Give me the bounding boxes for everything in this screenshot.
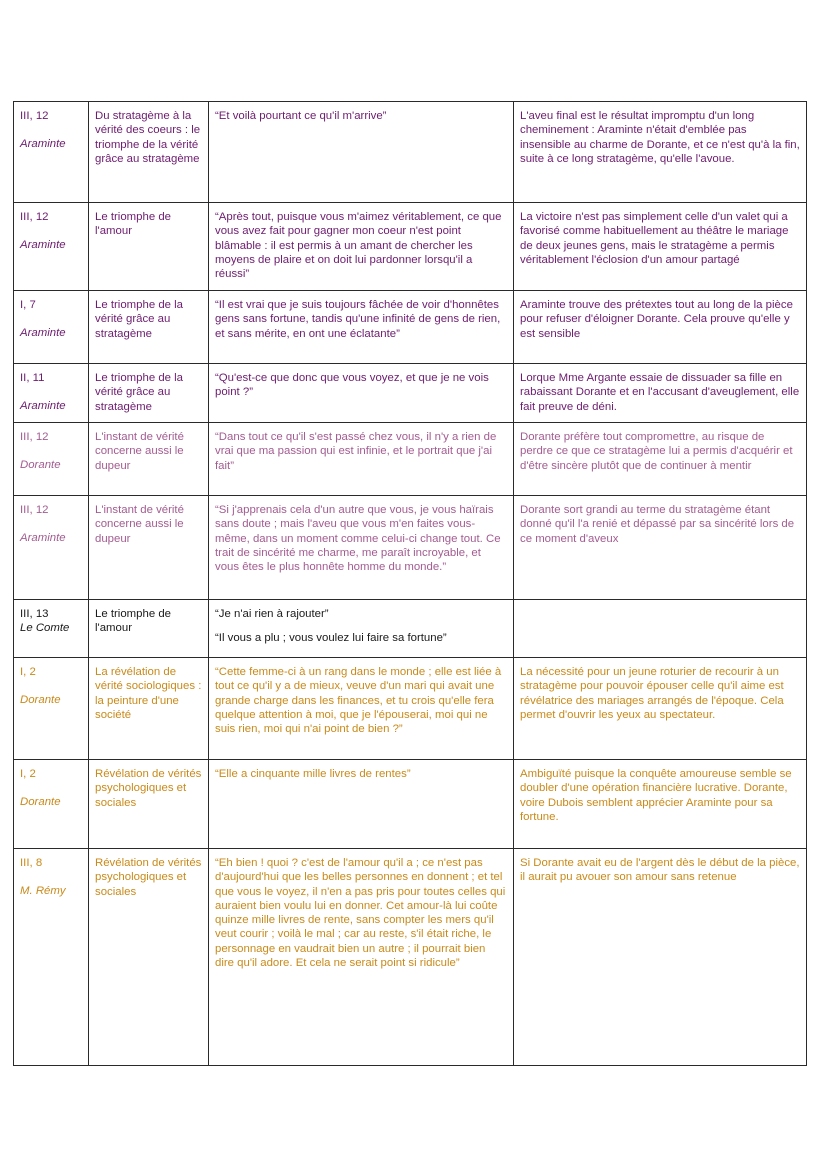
quote-cell <box>209 496 514 600</box>
speaker: Araminte <box>20 532 66 545</box>
analysis-cell <box>514 600 807 658</box>
speaker: Dorante <box>20 459 61 472</box>
analysis-cell: Araminte trouve des prétextes tout au long de la pièce pour refuser d'éloigner Dorante. Cela prouve qu'elle y est sensible <box>514 291 807 364</box>
quote-cell <box>209 203 514 291</box>
quote-text: “Et voilà pourtant ce qu'il m'arrive” <box>215 110 387 122</box>
scene-cell <box>14 849 89 1066</box>
scene-ref: III, 13 <box>20 608 49 620</box>
theme-cell: L'instant de vérité concerne aussi le dupeur <box>89 423 209 496</box>
analysis-cell: Ambiguïté puisque la conquête amoureuse semble se doubler d'une opération financière lucrative. Dorante, voire Dubois semblent apprécier Araminte pour sa fortune. <box>514 760 807 849</box>
theme-cell: La révélation de vérité sociologiques : la peinture d'une société <box>89 658 209 760</box>
speaker: Araminte <box>20 327 66 340</box>
quote-cell <box>209 658 514 760</box>
analysis-cell: Dorante préfère tout compromettre, au risque de perdre ce que ce stratagème lui a permis d'acquérir et d'être sincère plutôt que de continuer à mentir <box>514 423 807 496</box>
scene-cell <box>14 658 89 760</box>
analysis-cell: La nécessité pour un jeune roturier de recourir à un stratagème pour pouvoir épouser celle qu'il aime est révélatrice des mariages arrangés de l'époque. Cela permet d'ouvrir les yeux au spectateur. <box>514 658 807 760</box>
scene-cell <box>14 364 89 423</box>
scene-ref: II, 11 <box>20 372 45 384</box>
theme-cell: Le triomphe de la vérité grâce au stratagème <box>89 291 209 364</box>
theme-cell: L'instant de vérité concerne aussi le dupeur <box>89 496 209 600</box>
quote-cell <box>209 291 514 364</box>
speaker: Araminte <box>20 138 66 151</box>
quote-cell <box>209 849 514 1066</box>
theme-cell: Le triomphe de la vérité grâce au stratagème <box>89 364 209 423</box>
scene-cell <box>14 423 89 496</box>
table-row <box>14 658 807 760</box>
table-row <box>14 600 807 658</box>
scene-ref: I, 2 <box>20 768 36 780</box>
table-row <box>14 496 807 600</box>
quote-text: “Eh bien ! quoi ? c'est de l'amour qu'il a ; ce n'est pas d'aujourd'hui que les belles personnes en donnent ; et tel que vous le voyez, il n'en a pas pris pour toutes celles qui auraient bien voulu lui en donner. Cet amour-là lui coûte quinze mille livres de rente, sans compter les mers qu'il veut courir ; voilà le mal ; car au reste, s'il était riche, le personnage en vaudrait bien un autre ; il pourrait bien dire qu'il adore. Et cela ne serait point si ridicule” <box>215 857 506 970</box>
speaker: Dorante <box>20 694 61 707</box>
speaker: Araminte <box>20 400 66 413</box>
analysis-table <box>13 101 807 1066</box>
analysis-cell: Dorante sort grandi au terme du stratagème étant donné qu'il l'a renié et dépassé par sa sincérité lors de ce moment d'aveux <box>514 496 807 600</box>
table-row <box>14 760 807 849</box>
speaker: Dorante <box>20 796 61 809</box>
quote-text: “Il vous a plu ; vous voulez lui faire sa fortune” <box>215 632 447 645</box>
theme-cell: Révélation de vérités psychologiques et sociales <box>89 760 209 849</box>
quote-cell <box>209 760 514 849</box>
analysis-cell: Lorque Mme Argante essaie de dissuader sa fille en rabaissant Dorante et en l'accusant d'aveuglement, elle fait preuve de déni. <box>514 364 807 423</box>
scene-ref: III, 12 <box>20 110 49 122</box>
speaker: Le Comte <box>20 622 70 635</box>
scene-cell <box>14 600 89 658</box>
theme-cell: Le triomphe de l'amour <box>89 203 209 291</box>
quote-cell <box>209 102 514 203</box>
quote-cell <box>209 364 514 423</box>
quote-text: “Après tout, puisque vous m'aimez véritablement, ce que vous avez fait pour gagner mon coeur n'est point blâmable : il est permis à un amant de chercher les moyens de plaire et on doit lui pardonner lorsqu'il a réussi” <box>215 211 502 281</box>
speaker: M. Rémy <box>20 885 66 898</box>
quote-text: “Je n'ai rien à rajouter” <box>215 608 329 620</box>
quote-text: “Elle a cinquante mille livres de rentes” <box>215 768 411 780</box>
table-row <box>14 364 807 423</box>
scene-cell <box>14 496 89 600</box>
table-row <box>14 291 807 364</box>
quote-cell <box>209 423 514 496</box>
speaker: Araminte <box>20 239 66 252</box>
scene-ref: III, 12 <box>20 431 49 443</box>
analysis-cell: L'aveu final est le résultat impromptu d'un long cheminement : Araminte n'était d'emblée pas insensible au charme de Dorante, et ce n'est qu'à la fin, suite à ce long stratagème, qu'elle l'avoue. <box>514 102 807 203</box>
scene-cell <box>14 102 89 203</box>
scene-ref: III, 12 <box>20 504 49 516</box>
theme-cell: Le triomphe de l'amour <box>89 600 209 658</box>
scene-ref: III, 8 <box>20 857 43 869</box>
quote-text: “Il est vrai que je suis toujours fâchée de voir d'honnêtes gens sans fortune, tandis qu'une infinité de gens de rien, et sans mérite, en ont une éclatante” <box>215 299 501 340</box>
analysis-cell: La victoire n'est pas simplement celle d'un valet qui a favorisé comme habituellement au théâtre le mariage de deux jeunes gens, mais le stratagème a permis véritablement l'éclosion d'un amour partagé <box>514 203 807 291</box>
table-row <box>14 203 807 291</box>
scene-ref: III, 12 <box>20 211 49 223</box>
quote-text: “Si j'apprenais cela d'un autre que vous, je vous haïrais sans doute ; mais l'aveu que vous m'en faites vous-même, dans un moment comme celui-ci change tout. Ce trait de sincérité me charme, me paraît incroyable, et vous êtes le plus honnête homme du monde.” <box>215 504 501 574</box>
quote-text: “Dans tout ce qu'il s'est passé chez vous, il n'y a rien de vrai que ma passion qui est infinie, et le portrait que j'ai fait” <box>215 431 497 472</box>
table-row <box>14 423 807 496</box>
scene-cell <box>14 760 89 849</box>
theme-cell: Révélation de vérités psychologiques et sociales <box>89 849 209 1066</box>
table-row <box>14 102 807 203</box>
quote-text: “Cette femme-ci à un rang dans le monde ; elle est liée à tout ce qu'il y a de mieux, veuve d'un mari qui avait une grande charge dans les finances, et tu crois qu'elle fera quelque attention à moi, que je l'épouserai, moi qui ne suis rien, moi qui n'ai point de bien ?” <box>215 666 502 736</box>
scene-cell <box>14 203 89 291</box>
theme-cell: Du stratagème à la vérité des coeurs : le triomphe de la vérité grâce au stratagème <box>89 102 209 203</box>
quote-text: “Qu'est-ce que donc que vous voyez, et que je ne vois point ?” <box>215 372 489 399</box>
analysis-cell: Si Dorante avait eu de l'argent dès le début de la pièce, il aurait pu avouer son amour sans retenue <box>514 849 807 1066</box>
scene-cell <box>14 291 89 364</box>
table-row <box>14 849 807 1066</box>
quote-cell <box>209 600 514 658</box>
scene-ref: I, 7 <box>20 299 36 311</box>
scene-ref: I, 2 <box>20 666 36 678</box>
